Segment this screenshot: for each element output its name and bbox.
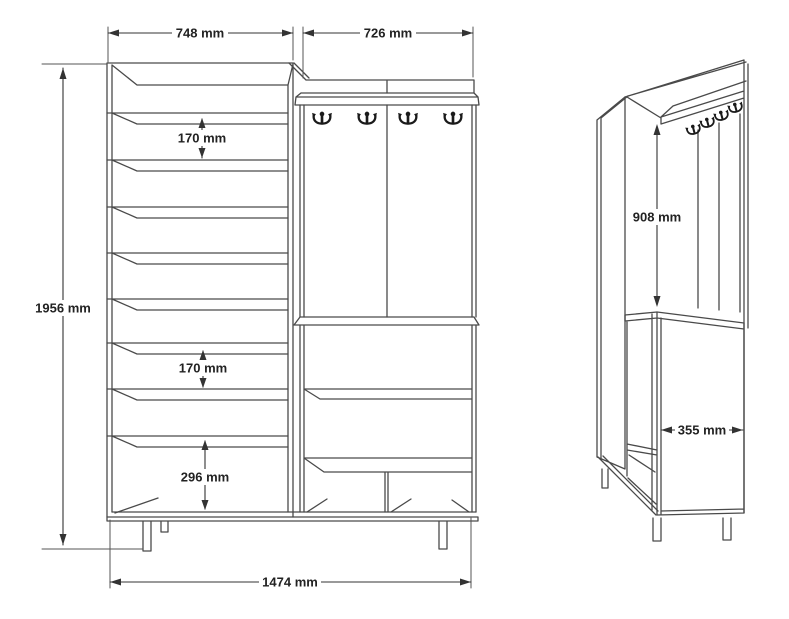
coat-hook-icon xyxy=(357,112,377,124)
coat-panel xyxy=(289,63,476,317)
side-bench xyxy=(625,312,744,515)
arrowhead-bottom xyxy=(199,148,206,158)
dim-label-bottom-gap: 296 mm xyxy=(180,469,230,485)
dimension-height-total xyxy=(31,64,143,549)
coat-hook-icon xyxy=(699,116,716,129)
arrowhead-top xyxy=(199,118,206,128)
coat-hook-icon xyxy=(713,109,730,122)
arrowhead-top xyxy=(60,68,67,79)
dimension-width-left xyxy=(108,25,293,62)
arrowhead-right xyxy=(732,427,743,434)
dimension-width-total xyxy=(110,518,471,590)
dimension-depth xyxy=(661,422,743,438)
arrowhead-right xyxy=(460,579,471,586)
dim-label-depth: 355 mm xyxy=(677,422,727,438)
dim-label-open-height: 908 mm xyxy=(632,209,682,225)
dim-label-height-total: 1956 mm xyxy=(35,300,91,316)
base-and-legs xyxy=(107,512,478,551)
bench-unit xyxy=(294,317,479,512)
arrowhead-left xyxy=(303,30,314,37)
side-coat-hooks xyxy=(685,101,744,136)
front-view xyxy=(31,25,479,590)
arrowhead-bottom xyxy=(654,296,661,307)
arrowhead-left xyxy=(661,427,672,434)
coat-hook-icon xyxy=(312,112,332,124)
arrowhead-left xyxy=(108,30,119,37)
dimension-bottom-gap xyxy=(179,440,231,510)
dim-label-shelf-gap-top: 170 mm xyxy=(177,130,227,146)
dim-label-width-total: 1474 mm xyxy=(262,574,318,590)
coat-hook-icon xyxy=(443,112,463,124)
arrowhead-left xyxy=(110,579,121,586)
arrowhead-right xyxy=(462,30,473,37)
dimension-width-right xyxy=(303,25,473,78)
arrowhead-top xyxy=(202,440,209,450)
dimension-open-height xyxy=(629,124,685,307)
arrowhead-bottom xyxy=(202,500,209,510)
arrowhead-top xyxy=(200,350,207,360)
dim-label-width-right: 726 mm xyxy=(363,25,413,41)
arrowhead-bottom xyxy=(200,378,207,388)
dimension-shelf-gap-mid xyxy=(177,350,229,388)
dim-label-shelf-gap-mid: 170 mm xyxy=(178,360,228,376)
side-view xyxy=(597,60,748,541)
arrowhead-right xyxy=(282,30,293,37)
left-cabinet-shelves xyxy=(107,113,288,447)
coat-hook-icon xyxy=(685,123,702,136)
coat-hook-icon xyxy=(398,112,418,124)
arrowhead-top xyxy=(654,124,661,135)
molding-shelf xyxy=(295,93,479,105)
arrowhead-bottom xyxy=(60,534,67,545)
dim-label-width-left: 748 mm xyxy=(175,25,225,41)
side-legs xyxy=(653,518,731,541)
